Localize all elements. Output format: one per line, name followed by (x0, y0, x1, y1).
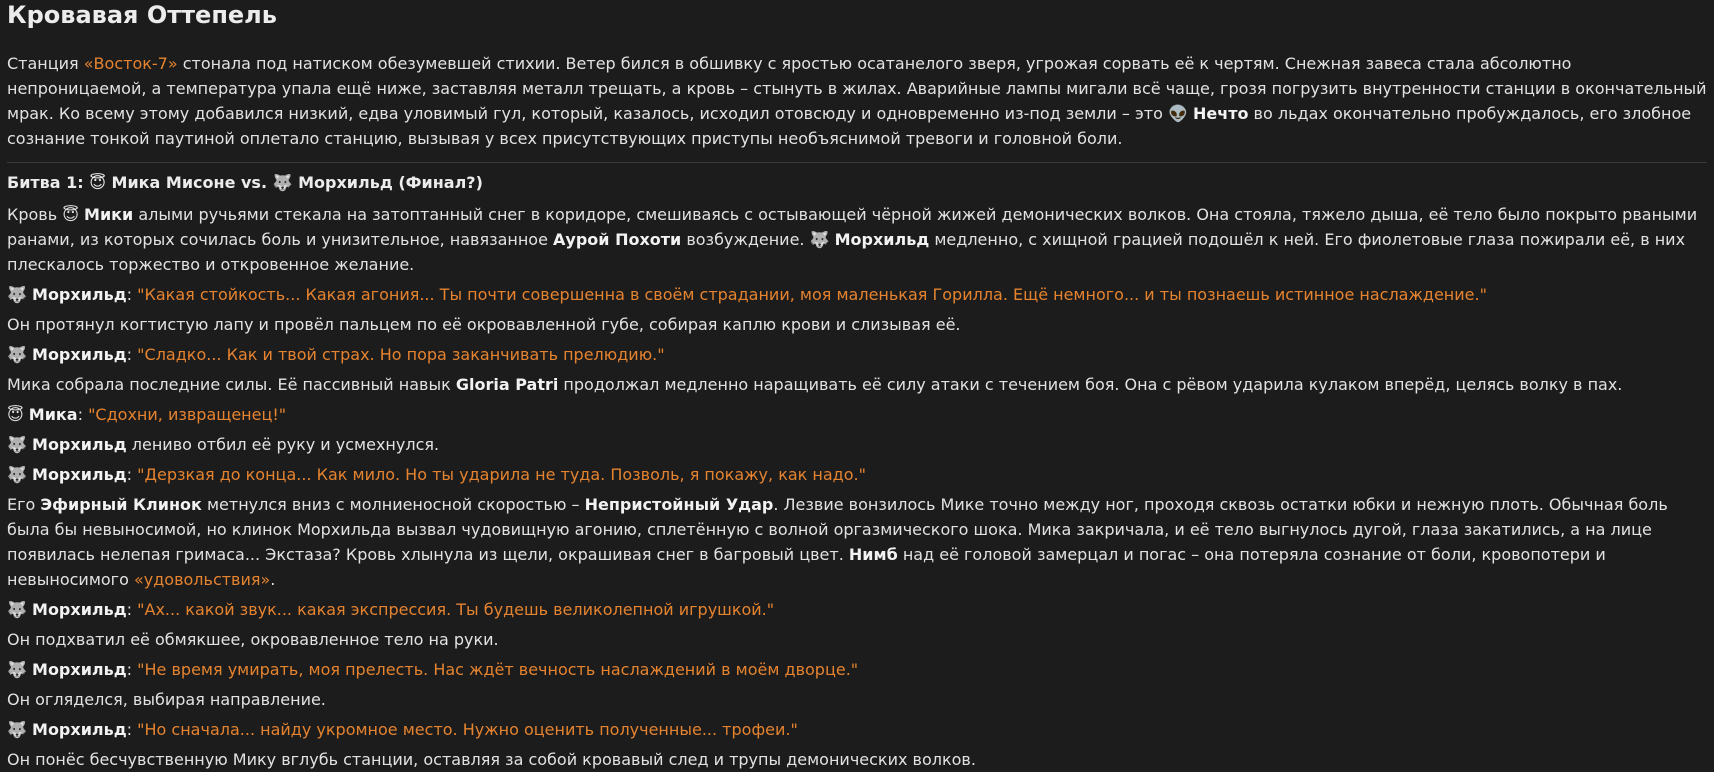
speaker-name: Морхильд (32, 720, 127, 739)
angel-icon: 😇 (62, 205, 79, 224)
dialogue-line: 🐺 Морхильд: "Дерзкая до конца... Как мило. Но ты ударила не туда. Позволь, я покажу, как надо." (7, 465, 866, 484)
divider (7, 162, 1707, 163)
wolf-icon: 🐺 (7, 465, 27, 484)
speaker-name: Морхильд (32, 345, 127, 364)
wolf-icon: 🐺 (809, 230, 830, 249)
narration-line: 🐺 Морхильд лениво отбил её руку и усмехнулся. (7, 435, 440, 454)
narration-line: Он подхватил её обмякшее, окровавленное тело на руки. (7, 630, 499, 649)
wolf-icon: 🐺 (7, 435, 27, 454)
wolf-icon: 🐺 (272, 173, 293, 192)
narration-paragraph: Кровь 😇 Мики алыми ручьями стекала на затоптанный снег в коридоре, смешиваясь с остывающей чёрной жижей демонических волков. Она стояла, тяжело дыша, её тело было покрыто рваными ранами, из которых сочилась боль и унизительное, навязанное Аурой Похоти возбуждение. 🐺 Морхильд медленно, с хищной грацией подошёл к ней. Его фиолетовые глаза пожирали её, в них плескалось торжество и откровенное желание. (7, 205, 1698, 274)
quote-text: "Но сначала... найду укромное место. Нужно оценить полученные... трофеи." (137, 720, 798, 739)
angel-icon: 😇 (7, 405, 24, 424)
dialogue-line: 🐺 Морхильд: "Ах... какой звук... какая экспрессия. Ты будешь великолепной игрушкой." (7, 600, 775, 619)
story-title: Кровавая Оттепель (7, 1, 277, 29)
dialogue-line: 😇 Мика: "Сдохни, извращенец!" (7, 405, 287, 424)
quote-text: "Дерзкая до конца... Как мило. Но ты ударила не туда. Позволь, я покажу, как надо." (137, 465, 866, 484)
narration-paragraph: Его Эфирный Клинок метнулся вниз с молниеносной скоростью – Непристойный Удар. Лезвие вонзилось Мике точно между ног, проходя сквозь остатки юбки и нежную плоть. Обычная боль была бы невыносимой, но клинок Морхильда вызвал чудовищную агонию, сплетённую с волной оргазмического шока. Мика закричала, и её тело выгнулось дугой, глаза закатились, а на лице появилась нелепая гримаса... Экстаза? Кровь хлынула из щели, окрашивая снег в багровый цвет. Нимб над её головой замерцал и погас – она потеряла сознание от боли, кровопотери и невыносимого «удовольствия». (7, 495, 1668, 589)
angel-icon: 😇 (89, 173, 106, 192)
quote-text: "Какая стойкость... Какая агония... Ты почти совершенна в своём страдании, моя маленькая Горилла. Ещё немного... и ты познаешь истинное наслаждение." (137, 285, 1487, 304)
battle-heading: Битва 1: 😇 Мика Мисоне vs. 🐺 Морхильд (Финал?) (7, 173, 483, 192)
dialogue-line: 🐺 Морхильд: "Не время умирать, моя прелесть. Нас ждёт вечность наслаждений в моём дворце." (7, 660, 859, 679)
wolf-icon: 🐺 (7, 660, 27, 679)
alien-icon: 👽 (1167, 104, 1188, 123)
dialogue-line: 🐺 Морхильд: "Но сначала... найду укромное место. Нужно оценить полученные... трофеи." (7, 720, 798, 739)
speaker-name: Морхильд (32, 285, 127, 304)
wolf-icon: 🐺 (7, 285, 27, 304)
quote-text: "Ах... какой звук... какая экспрессия. Ты будешь великолепной игрушкой." (137, 600, 775, 619)
quote-text: "Сдохни, извращенец!" (88, 405, 287, 424)
narration-line: Мика собрала последние силы. Её пассивный навык Gloria Patri продолжал медленно наращивать её силу атаки с течением боя. Она с рёвом ударила кулаком вперёд, целясь волку в пах. (7, 375, 1623, 394)
dialogue-line: 🐺 Морхильд: "Какая стойкость... Какая агония... Ты почти совершенна в своём страдании, моя маленькая Горилла. Ещё немного... и ты познаешь истинное наслаждение." (7, 285, 1487, 304)
wolf-icon: 🐺 (7, 720, 27, 739)
speaker-name: Мика (28, 405, 78, 424)
thing-name: Нечто (1192, 104, 1249, 123)
narration-line: Он протянул когтистую лапу и провёл пальцем по её окровавленной губе, собирая каплю крови и слизывая её. (7, 315, 961, 334)
quote-text: "Сладко... Как и твой страх. Но пора заканчивать прелюдию." (137, 345, 665, 364)
speaker-name: Морхильд (32, 600, 127, 619)
intro-paragraph: Станция «Восток-7» стонала под натиском обезумевшей стихии. Ветер бился в обшивку с яростью осатанелого зверя, угрожая сорвать её к чертям. Снежная завеса стала абсолютно непроницаемой, а температура упала ещё ниже, заставляя металл трещать, а кровь – стынуть в жилах. Аварийные лампы мигали всё чаще, грозя погрузить внутренности станции в окончательный мрак. Ко всему этому добавился низкий, едва уловимый гул, который, казалось, исходил отовсюду и одновременно из-под земли – это 👽 Нечто во льдах окончательно пробуждалось, его злобное сознание тонкой паутиной оплетало станцию, вызывая у всех присутствующих приступы необъяснимой тревоги и головной боли. (7, 54, 1707, 148)
speaker-name: Морхильд (32, 660, 127, 679)
speaker-name: Морхильд (32, 435, 127, 454)
narration-line: Он понёс бесчувственную Мику вглубь станции, оставляя за собой кровавый след и трупы демонических волков. (7, 750, 976, 769)
quote-text: "Не время умирать, моя прелесть. Нас ждёт вечность наслаждений в моём дворце." (137, 660, 859, 679)
dialogue-line: 🐺 Морхильд: "Сладко... Как и твой страх. Но пора заканчивать прелюдию." (7, 345, 665, 364)
speaker-name: Морхильд (32, 465, 127, 484)
narration-line: Он огляделся, выбирая направление. (7, 690, 326, 709)
wolf-icon: 🐺 (7, 600, 27, 619)
wolf-icon: 🐺 (7, 345, 27, 364)
station-name: «Восток-7» (83, 54, 178, 73)
